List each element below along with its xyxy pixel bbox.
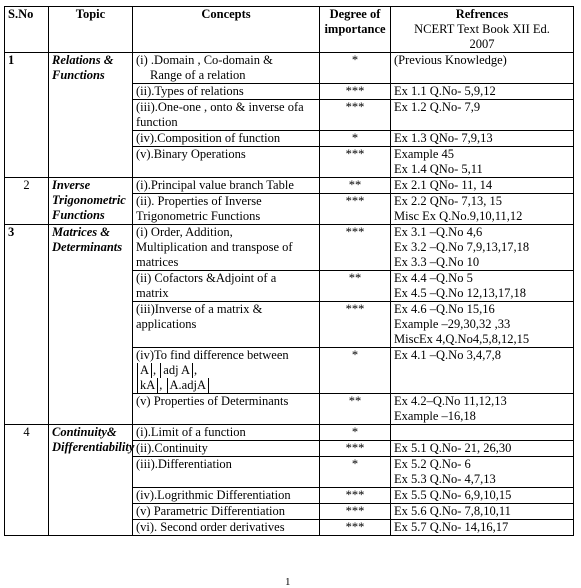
concept-cell [133,425,320,441]
concept-line: (v) Properties of Determinants [136,394,289,408]
reference-cell [391,225,574,271]
reference-line: Ex 1.1 Q.No- 5,9,12 [394,84,496,98]
concept-line: (ii).Types of relations [136,84,244,98]
reference-line: Ex 4.5 –Q.No 12,13,17,18 [394,286,526,300]
reference-cell [391,302,574,348]
topic-name: Continuity& Differentiability [49,425,133,536]
determinant-expression: A.adjA [167,378,209,393]
reference-cell [391,488,574,504]
importance-rating: *** [320,441,391,457]
reference-line: Example –29,30,32 ,33 [394,317,511,331]
header-topic: Topic [49,7,133,53]
reference-line: Ex 4.6 –Q.No 15,16 [394,302,495,316]
concept-line: (iv)To find difference between [136,348,289,362]
concept-line: (iii).Differentiation [136,457,232,471]
importance-rating: ** [320,178,391,194]
reference-line: Misc Ex Q.No.9,10,11,12 [394,209,523,223]
reference-cell [391,178,574,194]
table-header-row [5,7,574,53]
reference-line: Ex 5.5 Q.No- 6,9,10,15 [394,488,512,502]
concept-cell [133,441,320,457]
reference-cell [391,520,574,536]
concept-line: (iv).Composition of function [136,131,281,145]
reference-line: Ex 5.7 Q.No- 14,16,17 [394,520,509,534]
reference-cell [391,84,574,100]
concept-cell [133,84,320,100]
concept-line: matrix [136,286,169,300]
reference-cell [391,147,574,178]
concept-cell [133,194,320,225]
importance-rating: *** [320,302,391,348]
importance-rating: *** [320,147,391,178]
importance-rating: *** [320,84,391,100]
reference-cell [391,348,574,394]
reference-line: Ex 4.2–Q.No 11,12,13 [394,394,507,408]
determinant-expression: A [137,363,152,378]
concept-line: (iii).One-one , onto & inverse ofa [136,100,304,114]
importance-rating: * [320,425,391,441]
concept-cell [133,100,320,131]
serial-number: 4 [5,425,49,536]
concept-cell [133,53,320,84]
reference-line: Ex 5.1 Q.No- 21, 26,30 [394,441,512,455]
concept-line: (i) .Domain , Co-domain & [136,53,273,67]
reference-cell [391,53,574,84]
importance-rating: ** [320,271,391,302]
table-row [5,425,574,441]
importance-rating: *** [320,225,391,271]
concept-cell [133,225,320,271]
reference-line: Ex 2.1 QNo- 11, 14 [394,178,493,192]
concept-line: (v) Parametric Differentiation [136,504,286,518]
reference-cell [391,271,574,302]
importance-rating: *** [320,488,391,504]
concept-line: (i).Limit of a function [136,425,246,439]
reference-line: Ex 2.2 QNo- 7,13, 15 [394,194,502,208]
serial-number: 2 [5,178,49,225]
determinant-line: A , adj A , [136,363,316,378]
reference-cell [391,457,574,488]
concept-line: (iv).Logrithmic Differentiation [136,488,291,502]
header-references-year: 2007 [469,37,495,51]
header-references-book: NCERT Text Book XII Ed. [414,22,550,36]
reference-line: Ex 1.3 QNo- 7,9,13 [394,131,493,145]
concept-cell [133,302,320,348]
reference-line: Ex 3.2 –Q.No 7,9,13,17,18 [394,240,530,254]
importance-rating: * [320,131,391,147]
syllabus-table [4,6,574,536]
concept-line: (v).Binary Operations [136,147,246,161]
concept-line: (iii)Inverse of a matrix & [136,302,263,316]
topic-name: Relations & Functions [49,53,133,178]
reference-line: Ex 5.6 Q.No- 7,8,10,11 [394,504,511,518]
table-body [5,53,574,536]
concept-cell [133,520,320,536]
reference-line: MiscEx 4,Q.No4,5,8,12,15 [394,332,530,346]
reference-line: Ex 1.2 Q.No- 7,9 [394,100,481,114]
header-sno: S.No [5,7,49,53]
reference-line: Ex 5.2 Q.No- 6 [394,457,471,471]
importance-rating: ** [320,394,391,425]
reference-cell [391,504,574,520]
concept-line: (ii) Cofactors &Adjoint of a [136,271,277,285]
concept-cell [133,394,320,425]
concept-line: matrices [136,255,179,269]
topic-name: Inverse Trigonometric Functions [49,178,133,225]
concept-cell [133,504,320,520]
table-row [5,225,574,271]
reference-cell [391,131,574,147]
reference-line: Ex 3.3 –Q.No 10 [394,255,480,269]
concept-line: (i).Principal value branch Table [136,178,294,192]
reference-cell [391,441,574,457]
importance-rating: *** [320,504,391,520]
reference-cell [391,100,574,131]
concept-line: Range of a relation [150,68,246,82]
header-degree: Degree of importance [320,7,391,53]
importance-rating: *** [320,194,391,225]
importance-rating: * [320,457,391,488]
reference-cell [391,194,574,225]
concept-line: (i) Order, Addition, [136,225,233,239]
concept-cell [133,457,320,488]
header-references-title: Refrences [455,7,509,21]
importance-rating: * [320,348,391,394]
concept-cell [133,147,320,178]
serial-number: 3 [5,225,49,425]
concept-line: (ii).Continuity [136,441,208,455]
page-number: 1 [285,576,291,588]
reference-cell [391,425,574,441]
concept-line: Multiplication and transpose of [136,240,293,254]
table-row [5,178,574,194]
header-references [391,7,574,53]
serial-number: 1 [5,53,49,178]
table-row [5,53,574,84]
concept-line: Trigonometric Functions [136,209,261,223]
importance-rating: *** [320,100,391,131]
concept-cell [133,271,320,302]
reference-line: Example 45 [394,147,455,161]
concept-line: (vi). Second order derivatives [136,520,285,534]
determinant-expression: kA [137,378,158,393]
importance-rating: *** [320,520,391,536]
concept-cell [133,178,320,194]
determinant-line: kA , A.adjA [136,378,316,393]
topic-name: Matrices & Determinants [49,225,133,425]
reference-line: Ex 5.3 Q.No- 4,7,13 [394,472,496,486]
concept-line: applications [136,317,197,331]
reference-line: Example –16,18 [394,409,476,423]
concept-cell [133,131,320,147]
concept-cell [133,348,320,394]
reference-line: Ex 1.4 QNo- 5,11 [394,162,483,176]
determinant-expression: adj A [160,363,193,378]
reference-line [394,425,570,440]
reference-line: (Previous Knowledge) [394,53,507,67]
concept-line: (ii). Properties of Inverse [136,194,262,208]
importance-rating: * [320,53,391,84]
reference-line: Ex 4.1 –Q.No 3,4,7,8 [394,348,501,362]
header-concepts: Concepts [133,7,320,53]
concept-line: function [136,115,178,129]
reference-line: Ex 3.1 –Q.No 4,6 [394,225,483,239]
reference-cell [391,394,574,425]
reference-line: Ex 4.4 –Q.No 5 [394,271,473,285]
concept-cell [133,488,320,504]
